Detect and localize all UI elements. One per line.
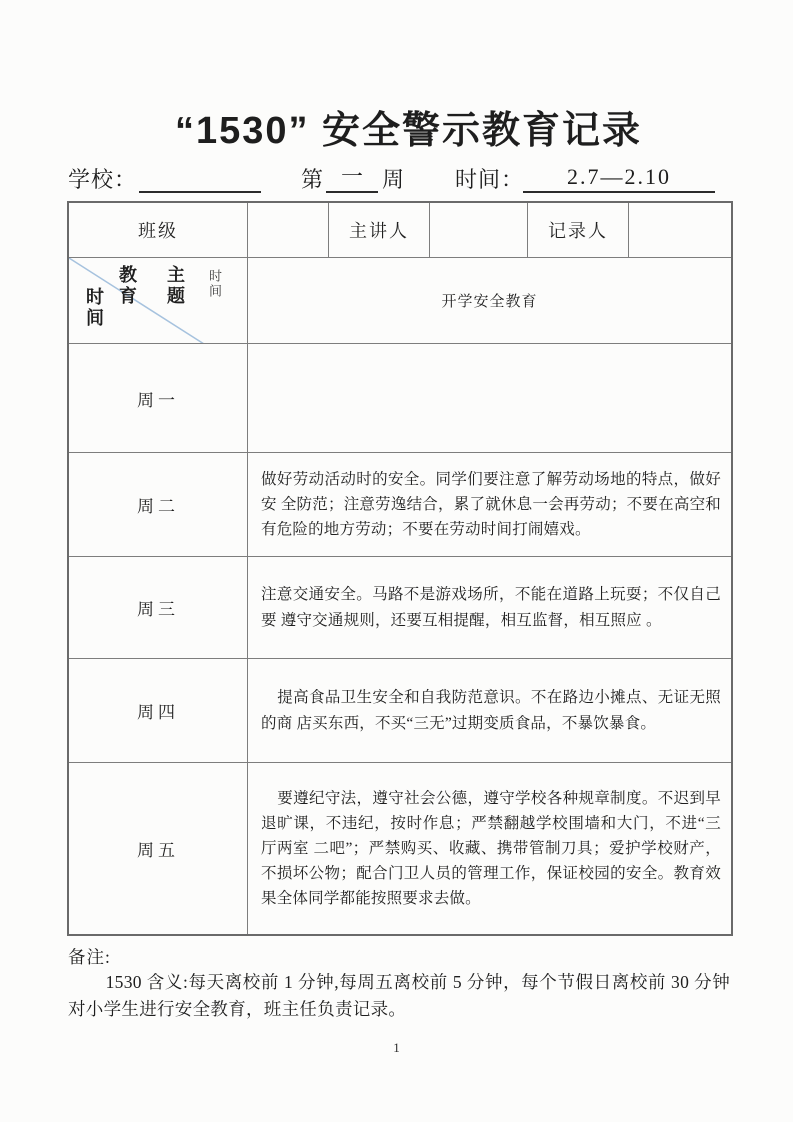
- recorder-label-cell: 记录人: [528, 203, 629, 257]
- day-content-cell: [248, 763, 731, 934]
- record-table: [67, 201, 733, 936]
- class-value-cell: [248, 203, 329, 257]
- speaker-value-cell: [430, 203, 528, 257]
- note-text: 1530 含义:每天离校前 1 分钟,每周五离校前 5 分钟，每个节假日离校前 30 分钟对小学生进行安全教育，班主任负责记录。: [68, 972, 730, 1019]
- day-label: 周一: [69, 344, 248, 452]
- week-suffix-label: 周: [382, 167, 406, 192]
- table-row-theme-header: [69, 258, 731, 344]
- day-content-cell: [248, 659, 731, 762]
- class-label-cell: 班级: [69, 203, 248, 257]
- day-label: 周五: [69, 763, 248, 934]
- week-prefix-label: 第: [301, 167, 325, 192]
- time-range-field: 2.7—2.10: [523, 160, 715, 193]
- day-content-cell: [248, 344, 731, 452]
- diagonal-label-theme: 主题: [165, 265, 185, 307]
- header-info-line: [0, 160, 793, 198]
- table-row-info: [69, 203, 731, 258]
- day-label: 周二: [69, 453, 248, 556]
- week-number-field: 一: [326, 160, 378, 193]
- day-label: 周三: [69, 557, 248, 658]
- speaker-label-cell: 主讲人: [329, 203, 430, 257]
- note-label: 备注:: [68, 947, 111, 967]
- time-label: 时间：: [455, 167, 525, 192]
- day-content-cell: [248, 557, 731, 658]
- table-row-tuesday: [69, 453, 731, 557]
- day-content-text: 注意交通安全。马路不是游戏场所，不能在道路上玩耍；不仅自己要 遵守交通规则，还要互相提醒，相互监督，相互照应 。: [261, 586, 721, 629]
- page-title: “1530” 安全警示教育记录: [174, 110, 643, 152]
- diagonal-label-time-small: 时间: [207, 269, 222, 299]
- day-label: 周四: [69, 659, 248, 762]
- day-content-text: 做好劳动活动时的安全。同学们要注意了解劳动场地的特点，做好安 全防范；注意劳逸结合，累了就休息一会再劳动；不要在高空和有危险的地方劳动；不要在劳动时间打闹嬉戏。: [261, 470, 721, 539]
- page-number: 1: [393, 1040, 400, 1055]
- table-row-thursday: [69, 659, 731, 763]
- recorder-value-cell: [629, 203, 731, 257]
- day-content-cell: [248, 453, 731, 556]
- table-row-friday: [69, 763, 731, 934]
- theme-value-cell: 开学安全教育: [441, 294, 538, 310]
- diagonal-label-education: 教育: [117, 265, 137, 307]
- school-label: 学校：: [68, 167, 138, 192]
- diagonal-header-cell: [69, 258, 248, 343]
- day-content-text: [248, 394, 731, 402]
- school-blank-field: [139, 160, 261, 193]
- diagonal-label-time: 时间: [84, 287, 104, 329]
- table-row-wednesday: [69, 557, 731, 659]
- day-content-text: 提高食品卫生安全和自我防范意识。不在路边小摊点、无证无照的商 店买东西，不买“三无”过期变质食品，不暴饮暴食。: [261, 689, 721, 732]
- day-content-text: 要遵纪守法，遵守社会公德，遵守学校各种规章制度。不迟到早退旷课，不违纪，按时作息；严禁翻越学校围墙和大门，不进“三厅两室 二吧”；严禁购买、收藏、携带管制刀具；爱护学校财产，不损坏公物；配合门卫人员的管理工作，保证校园的安全。教育效果全体同学都能按照要求去做。: [261, 789, 721, 908]
- table-row-monday: [69, 344, 731, 453]
